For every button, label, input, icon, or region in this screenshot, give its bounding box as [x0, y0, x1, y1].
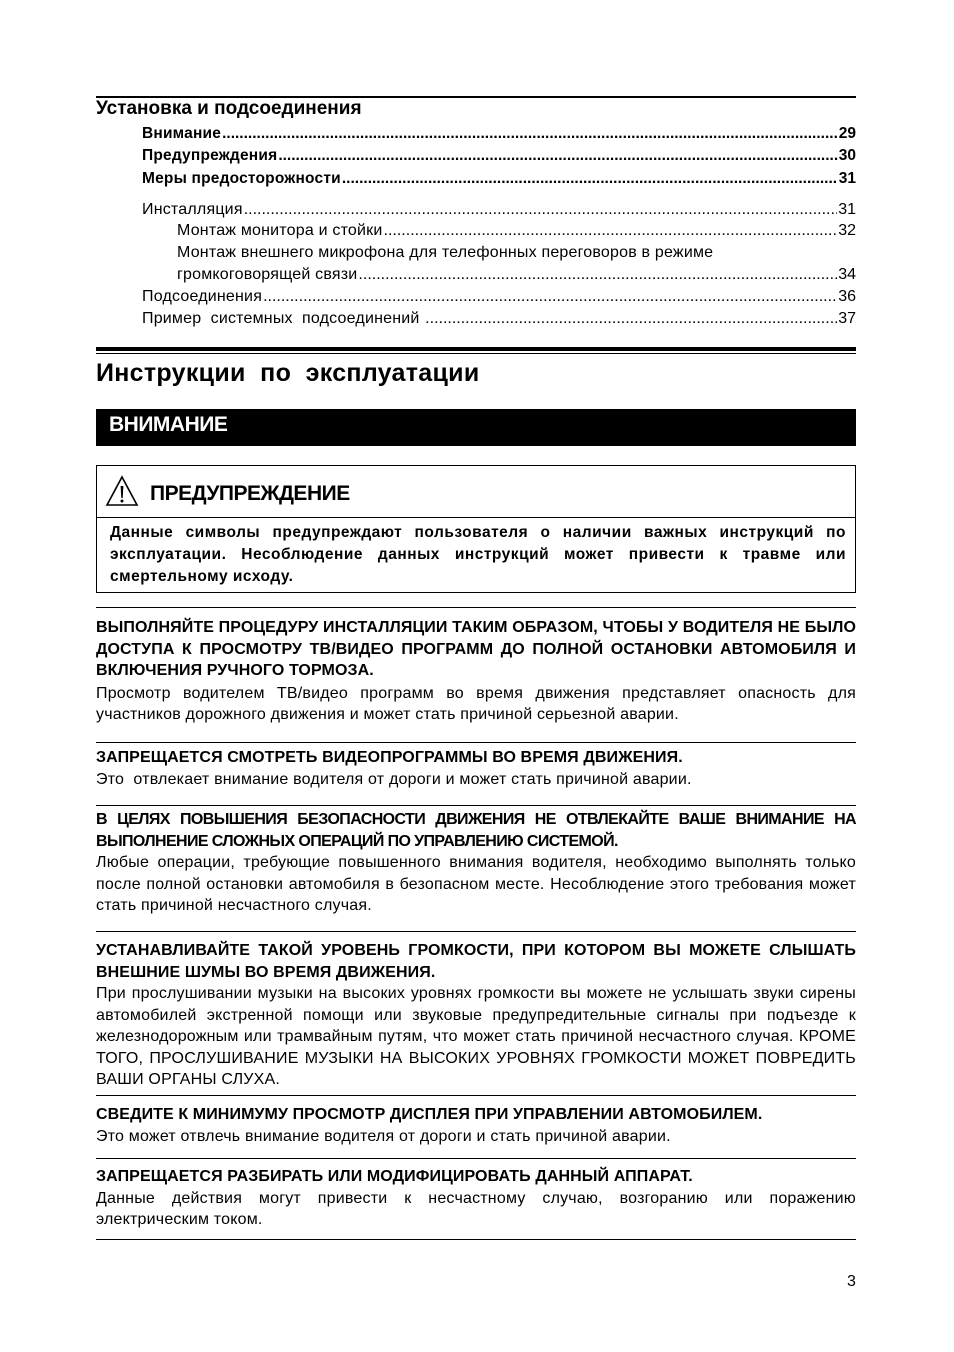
divider	[96, 931, 856, 932]
divider	[96, 805, 856, 806]
toc-entry: Монтаж внешнего микрофона для телефонных переговоров в режиме	[177, 244, 714, 261]
warning-triangle-icon	[105, 475, 139, 507]
warning-item-title: В ЦЕЛЯХ ПОВЫШЕНИЯ БЕЗОПАСНОСТИ ДВИЖЕНИЯ НЕ ОТВЛЕКАЙТЕ ВАШЕ ВНИМАНИЕ НА ВЫПОЛНЕНИЕ СЛОЖНЫХ ОПЕРАЦИЙ ПО УПРАВЛЕНИЮ СИСТЕМОЙ.	[96, 811, 856, 850]
page-number: 3	[847, 1273, 856, 1290]
warning-item-body: Любые операции, требующие повышенного внимания водителя, необходимо выполнять только после полной остановки автомобиля в безопасном месте. Несоблюдение этого требования может стать причиной несчастного случая.	[96, 854, 856, 914]
divider	[96, 607, 856, 608]
toc-entry: Инсталляция ..... 31	[142, 201, 856, 219]
toc-page-number: 36	[838, 288, 856, 305]
toc-page-number: 30	[838, 147, 856, 164]
warning-item-title: ЗАПРЕЩАЕТСЯ РАЗБИРАТЬ ИЛИ МОДИФИЦИРОВАТЬ ДАННЫЙ АППАРАТ.	[96, 1168, 693, 1185]
attention-bar	[96, 409, 856, 446]
toc-page-number: 37	[838, 310, 856, 327]
warning-item	[96, 809, 856, 917]
toc-page-number: 32	[838, 222, 856, 239]
divider	[96, 1158, 856, 1159]
toc-entry: Предупреждения ..... 30	[142, 147, 856, 165]
warning-item-body: При прослушивании музыки на высоких уровнях громкости вы можете не услышать звуки сирены автомобилей экстренной помощи или звуковые предупредительные сигналы при подъезде к железнодорожным или трамвайным путям, что может стать причиной несчастного случая. КРОМЕ ТОГО, ПРОСЛУШИВАНИЕ МУЗЫКИ НА ВЫСОКИХ УРОВНЯХ ГРОМКОСТИ МОЖЕТ ПОВРЕДИТЬ ВАШИ ОРГАНЫ СЛУХА.	[96, 985, 856, 1088]
warning-item-body: Данные действия могут привести к несчастному случаю, возгоранию или поражению электрическим током.	[96, 1189, 856, 1228]
warning-item-body: Это отвлекает внимание водителя от дороги и может стать причиной аварии.	[96, 770, 692, 788]
warning-item-body: Просмотр водителем ТВ/видео программ во время движения представляет опасность для участников дорожного движения и может стать причиной серьезной аварии.	[96, 684, 856, 723]
warning-item	[96, 747, 856, 790]
warning-box-title: ПРЕДУПРЕЖДЕНИЕ	[150, 482, 350, 505]
page-title: Инструкции по эксплуатации	[96, 359, 480, 387]
warning-item-title: ЗАПРЕЩАЕТСЯ СМОТРЕТЬ ВИДЕОПРОГРАММЫ ВО ВРЕМЯ ДВИЖЕНИЯ.	[96, 749, 683, 766]
warning-item	[96, 1166, 856, 1231]
warning-item-title: ВЫПОЛНЯЙТЕ ПРОЦЕДУРУ ИНСТАЛЛЯЦИИ ТАКИМ ОБРАЗОМ, ЧТОБЫ У ВОДИТЕЛЯ НЕ БЫЛО ДОСТУПА К ПРОСМОТРУ ТВ/ВИДЕО ПРОГРАММ ДО ПОЛНОЙ ОСТАНОВКИ АВТОМОБИЛЯ И ВКЛЮЧЕНИЯ РУЧНОГО ТОРМОЗА.	[96, 619, 856, 679]
warning-item	[96, 617, 856, 726]
warning-box-header	[97, 466, 855, 518]
toc-page-number: 31	[838, 170, 856, 187]
warning-item-title: СВЕДИТЕ К МИНИМУМУ ПРОСМОТР ДИСПЛЕЯ ПРИ УПРАВЛЕНИИ АВТОМОБИЛЕМ.	[96, 1106, 763, 1123]
warning-box	[96, 465, 856, 593]
toc-entry: Подсоединения ..... 36	[142, 288, 856, 306]
toc-entry: Меры предосторожности ..... 31	[142, 170, 856, 188]
warning-item-body: Это может отвлечь внимание водителя от дороги и стать причиной аварии.	[96, 1127, 671, 1145]
divider	[96, 1239, 856, 1240]
toc-page-number: 31	[838, 201, 856, 218]
warning-item-title: УСТАНАВЛИВАЙТЕ ТАКОЙ УРОВЕНЬ ГРОМКОСТИ, ПРИ КОТОРОМ ВЫ МОЖЕТЕ СЛЫШАТЬ ВНЕШНИЕ ШУМЫ ВО ВРЕМЯ ДВИЖЕНИЯ.	[96, 942, 856, 981]
warning-item	[96, 940, 856, 1091]
toc-entry: громкоговорящей связи ..... 34	[177, 266, 856, 284]
toc-page-number: 34	[838, 266, 856, 283]
divider	[96, 742, 856, 743]
toc-page-number: 29	[838, 125, 856, 142]
toc-entry: Монтаж монитора и стойки ..... 32	[177, 222, 856, 240]
toc-entry: Внимание ..... 29	[142, 125, 856, 143]
warning-box-text: Данные символы предупреждают пользователя о наличии важных инструкций по эксплуатации. Несоблюдение данных инструкций может привести к травме или смертельному исходу.	[110, 524, 846, 585]
divider	[96, 1095, 856, 1096]
toc-entry: Пример системных подсоединений ..... 37	[142, 310, 856, 328]
section-double-rule	[96, 347, 856, 354]
warning-item	[96, 1104, 856, 1147]
attention-bar-label: ВНИМАНИЕ	[109, 413, 228, 436]
toc-section-title: Установка и подсоединения	[96, 98, 362, 119]
